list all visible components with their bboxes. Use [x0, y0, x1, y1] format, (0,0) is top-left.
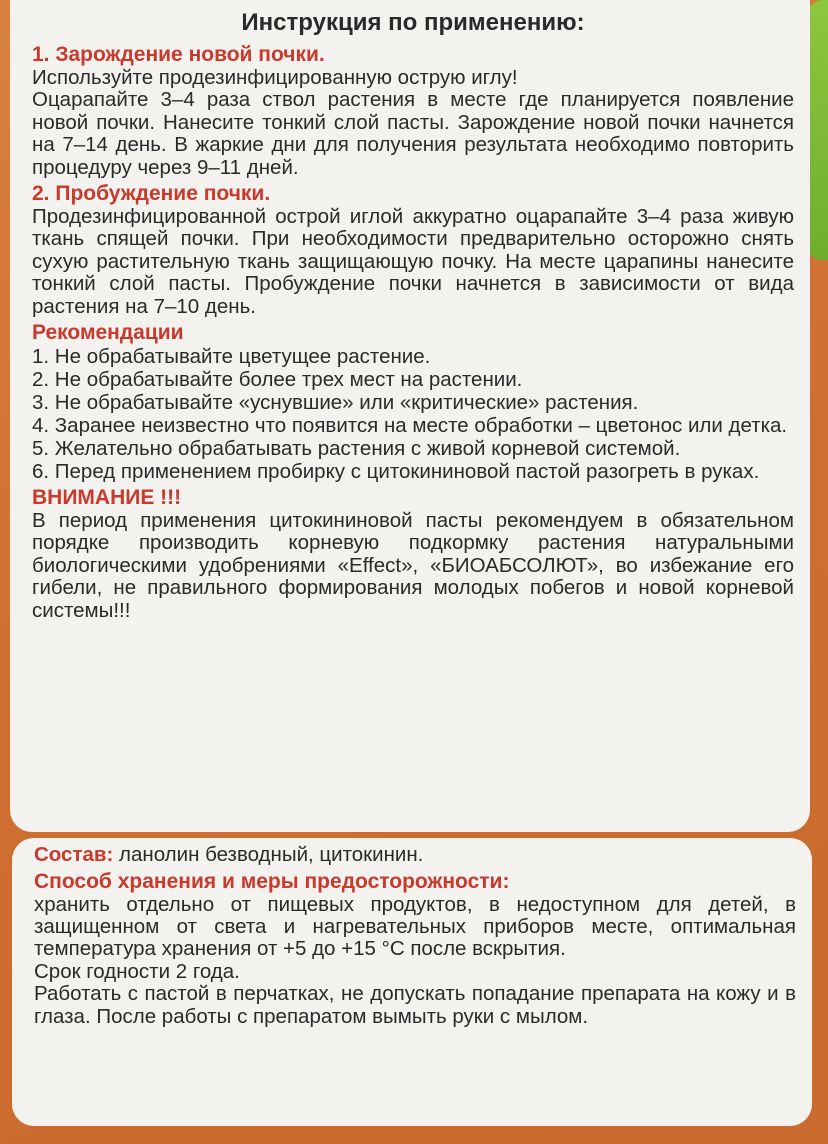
recommendation-item: 5. Желательно обрабатывать растения с живой корневой системой.	[32, 437, 681, 461]
storage-heading: Способ хранения и меры предосторожности:	[34, 869, 510, 893]
safety-text: Работать с пастой в перчатках, не допускать попадание препарата на кожу и в глаза. После работы с препаратом вымыть руки с мылом.	[34, 982, 796, 1028]
section1-line-2: Оцарапайте 3–4 раза ствол растения в месте где планируется появление новой почки. Нанесите тонкий слой пасты. Зарождение новой почки начнется на 7–14 день. В жаркие дни для получения результата необходимо повторить процедуру через 9–11 дней.	[32, 88, 794, 179]
recommendations-heading: Рекомендации	[32, 321, 184, 345]
recommendation-item: 4. Заранее неизвестно что появится на месте обработки – цветонос или детка.	[32, 414, 788, 438]
section2-text: Продезинфицированной острой иглой аккуратно оцарапайте 3–4 раза живую ткань спящей почки. При необходимости предварительно осторожно снять сухую растительную ткань защищающую почку. На месте царапины нанесите тонкий слой пасты. Пробуждение почки начнется в зависимости от вида растения на 7–10 день.	[32, 205, 794, 318]
warning-heading: ВНИМАНИЕ !!!	[32, 486, 182, 510]
warning-text: В период применения цитокининовой пасты рекомендуем в обязательном порядке производить корневую подкормку растения натуральными биологическими удобрениями «Effect», «БИОАБСОЛЮТ», во избежание его гибели, не правильного формирования молодых побегов и новой корневой системы!!!	[32, 509, 794, 622]
document-title: Инструкция по применению:	[241, 9, 585, 36]
section1-line-1: Используйте продезинфицированную острую иглу!	[32, 66, 518, 89]
green-edge-decoration	[808, 0, 828, 260]
recommendation-item: 1. Не обрабатывайте цветущее растение.	[32, 345, 431, 369]
composition-line	[34, 844, 796, 867]
composition-storage-card	[12, 838, 812, 1126]
instructions-card	[10, 0, 810, 832]
storage-text: хранить отдельно от пищевых продуктов, в недоступном для детей, в защищенном от света и нагревательных приборов месте, оптимальная температура хранения от +5 до +15 °С после вскрытия.	[34, 892, 796, 961]
shelf-life: Срок годности 2 года.	[34, 959, 240, 983]
recommendations-list	[32, 345, 794, 483]
recommendation-item: 3. Не обрабатывайте «уснувшие» или «критические» растения.	[32, 391, 639, 415]
composition-label: Состав:	[34, 843, 114, 866]
composition-value: ланолин безводный, цитокинин.	[113, 843, 424, 866]
recommendation-item: 6. Перед применением пробирку с цитокининовой пастой разогреть в руках.	[32, 460, 760, 484]
section2-heading: 2. Пробуждение почки.	[32, 182, 271, 206]
section1-heading: 1. Зарождение новой почки.	[32, 43, 325, 66]
recommendation-item: 2. Не обрабатывайте более трех мест на растении.	[32, 368, 523, 392]
